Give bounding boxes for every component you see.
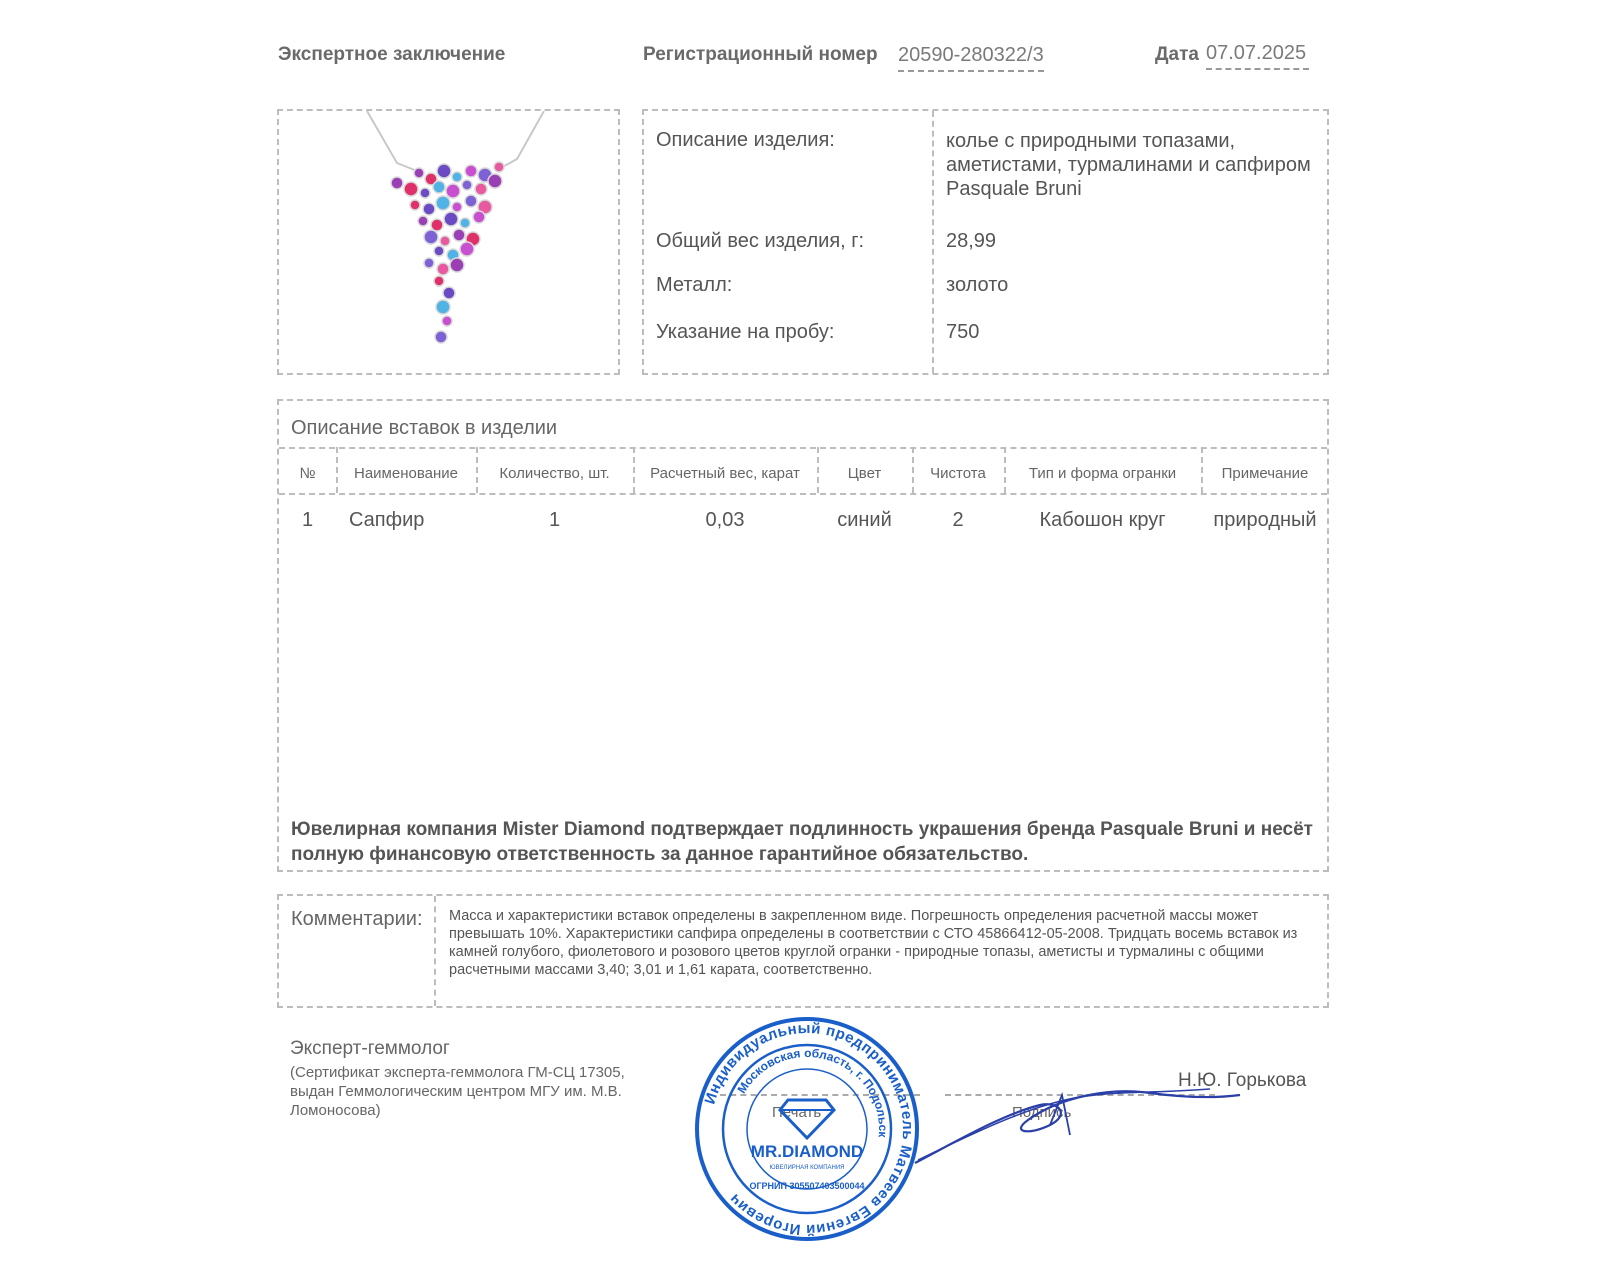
necklace-gem: [435, 331, 447, 343]
expert-name: Н.Ю. Горькова: [1178, 1070, 1307, 1091]
company-stamp: [692, 1014, 922, 1244]
necklace-gem: [465, 165, 477, 177]
cell-name: Сапфир: [349, 509, 425, 531]
necklace-gem: [475, 183, 487, 195]
necklace-gem: [424, 258, 434, 268]
col-header-note: Примечание: [1221, 465, 1309, 482]
comments-label: Комментарии:: [291, 908, 423, 930]
stamp-ogrnip: ОГРНИП 305507403500044: [749, 1181, 865, 1191]
col-header-name: Наименование: [354, 465, 458, 482]
document-title: Экспертное заключение: [278, 44, 506, 65]
probe-value: 750: [946, 321, 980, 343]
cell-cut: Кабошон круг: [1039, 509, 1166, 531]
necklace-gem: [440, 236, 450, 246]
necklace-gem: [414, 168, 424, 178]
reg-number-value: 20590-280322/3: [898, 44, 1044, 72]
product-image-box: [277, 109, 620, 375]
probe-label: Указание на пробу:: [656, 321, 835, 343]
diamond-logo-icon: [780, 1100, 834, 1138]
expert-title: Эксперт-геммолог: [290, 1038, 450, 1059]
col-header-weight: Расчетный вес, карат: [650, 465, 800, 482]
comments-text: Масса и характеристики вставок определены в закрепленном виде. Погрешность определения расчетной массы может превышать 10%. Характеристики сапфира определены в соответствии с СТО 45866412-05-2008. Тридцать восемь вставок из камней голубого, фиолетового и розового цветов круглой огранки - природные топазы, аметисты и турмалины с общими расчетными массами 3,40; 3,01 и 1,61 карата, соответственно.: [449, 908, 1298, 978]
necklace-gem: [446, 184, 460, 198]
necklace-gem: [418, 216, 428, 226]
necklace-gem: [436, 196, 450, 210]
inserts-box: [277, 399, 1329, 872]
necklace-gem: [434, 276, 444, 286]
handwritten-signature: [910, 1075, 1250, 1175]
necklace-gem: [420, 188, 430, 198]
stamp-logo: MR.DIAMOND: [750, 1142, 864, 1161]
stamp-logo-sub: ЮВЕЛИРНАЯ КОМПАНИЯ: [769, 1165, 845, 1171]
necklace-gem: [410, 200, 420, 210]
cell-color: синий: [837, 509, 892, 531]
description-label: Описание изделия:: [656, 129, 835, 151]
necklace-gem: [444, 212, 458, 226]
date-label: Дата: [1155, 44, 1199, 65]
cell-clarity: 2: [952, 509, 964, 531]
necklace-gem: [462, 180, 472, 190]
necklace-gem: [465, 195, 477, 207]
necklace-gem: [433, 181, 445, 193]
necklace-photo: [279, 111, 618, 373]
col-header-qty: Количество, шт.: [499, 465, 610, 482]
comments-box: [277, 894, 1329, 1008]
cell-num: 1: [301, 509, 314, 531]
metal-label: Металл:: [656, 274, 733, 296]
col-header-clarity: Чистота: [930, 465, 986, 482]
inserts-title: Описание вставок в изделии: [291, 417, 558, 439]
cell-note: природный: [1213, 509, 1317, 531]
weight-label: Общий вес изделия, г:: [656, 230, 865, 252]
expert-cert: (Сертификат эксперта-геммолога ГМ-СЦ 17305, выдан Геммологическим центром МГУ им. М.В. Ломоносова): [290, 1064, 625, 1119]
necklace-gem: [437, 263, 449, 275]
necklace-gem: [431, 219, 443, 231]
necklace-gem: [452, 202, 462, 212]
stamp-inner-text: Московская область, г. Подольск: [734, 1045, 891, 1138]
necklace-gem: [423, 203, 435, 215]
stamp-label: Печать: [772, 1104, 822, 1121]
cell-qty: 1: [548, 509, 561, 531]
necklace-gem: [442, 316, 452, 326]
necklace-gem: [452, 172, 462, 182]
necklace-gem: [391, 177, 403, 189]
necklace-gem: [434, 246, 444, 256]
necklace-gem: [450, 258, 464, 272]
necklace-gem: [436, 300, 450, 314]
col-header-cut: Тип и форма огранки: [1028, 465, 1177, 482]
necklace-gem: [404, 182, 418, 196]
necklace-gem: [424, 230, 438, 244]
signature-label: Подпись: [1012, 1104, 1072, 1121]
necklace-gem: [473, 211, 485, 223]
col-header-color: Цвет: [847, 465, 882, 482]
necklace-gem: [494, 162, 504, 172]
metal-value: золото: [946, 274, 1009, 296]
necklace-gem: [460, 218, 470, 228]
product-details-box: [642, 109, 1329, 375]
necklace-gem: [437, 164, 451, 178]
cell-weight: 0,03: [705, 509, 745, 531]
necklace-gem: [443, 287, 455, 299]
col-header-num: №: [299, 465, 316, 482]
necklace-gem: [488, 174, 502, 188]
date-value: 07.07.2025: [1206, 42, 1309, 70]
reg-number-label: Регистрационный номер: [643, 44, 878, 65]
weight-value: 28,99: [946, 230, 997, 252]
warranty-text: Ювелирная компания Mister Diamond подтверждает подлинность украшения бренда Pasquale Bruni и несёт полную финансовую ответственность за данное гарантийное обязательство.: [291, 819, 1313, 865]
necklace-gem: [453, 229, 465, 241]
necklace-gem: [460, 242, 474, 256]
stamp-outer-text: Индивидуальный предприниматель Матвеев Евгений Игоревич: [701, 1019, 917, 1239]
description-value: колье с природными топазами, аметистами, турмалинами и сапфиром Pasquale Bruni: [946, 130, 1311, 200]
